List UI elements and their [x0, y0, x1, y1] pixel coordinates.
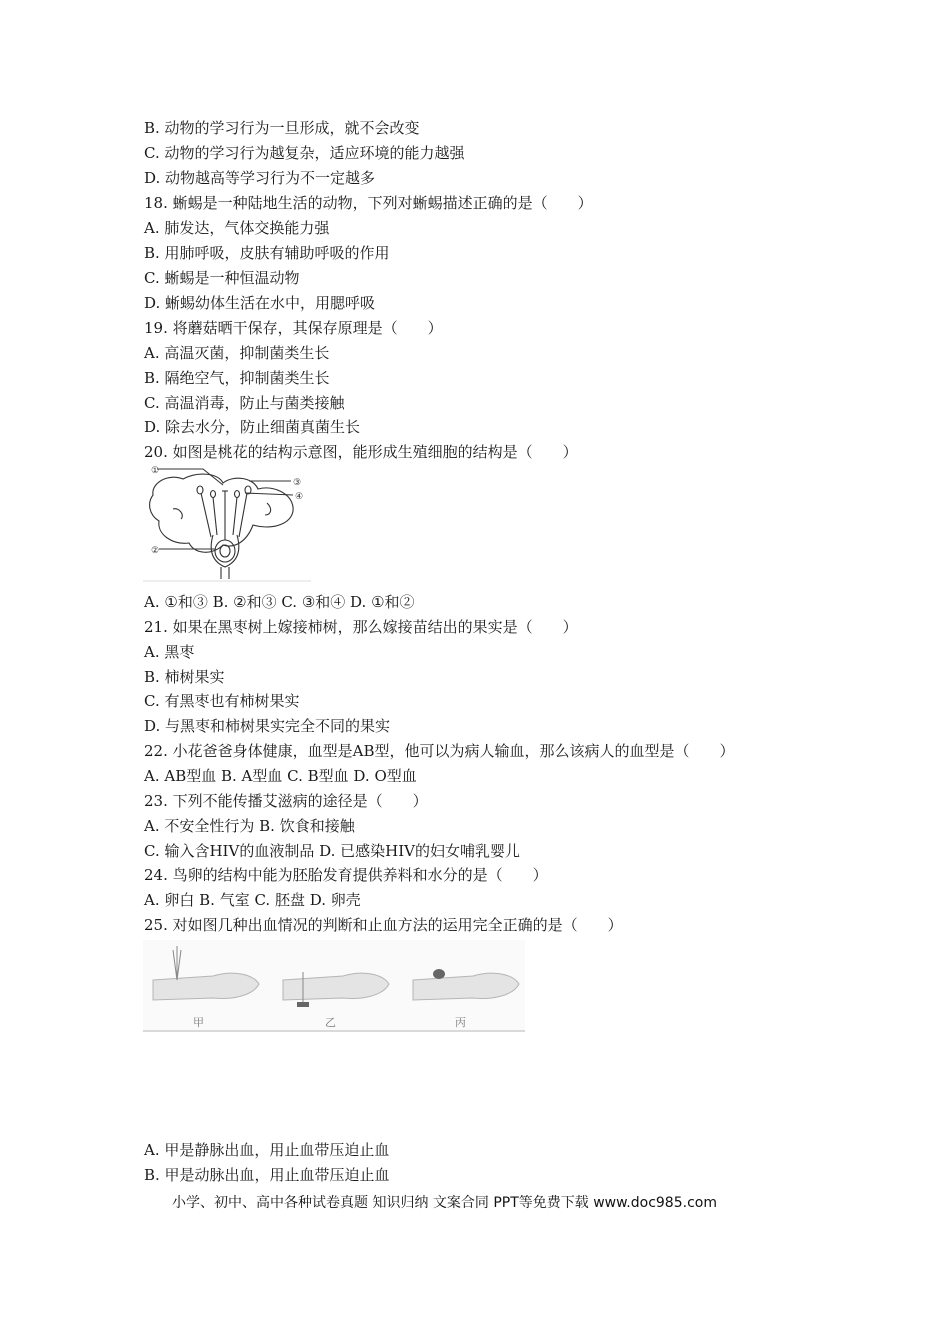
page-footer: 小学、初中、高中各种试卷真题 知识归纳 文案合同 PPT等免费下载 www.doc985.com: [172, 1195, 717, 1211]
question-20: 20. 如图是桃花的结构示意图，能形成生殖细胞的结构是（ ）: [144, 443, 578, 461]
option-21c: C. 有黑枣也有柿树果实: [144, 692, 300, 710]
flower-label-4: ④: [295, 492, 304, 502]
options-23-ab: A. 不安全性行为 B. 饮食和接触: [144, 817, 355, 835]
figure-label-bing: 丙: [455, 1016, 466, 1029]
option-21b: B. 柿树果实: [144, 668, 225, 686]
options-20: A. ①和③ B. ②和③ C. ③和④ D. ①和②: [144, 593, 415, 611]
option-17d: D. 动物越高等学习行为不一定越多: [144, 169, 376, 187]
flower-label-2: ②: [151, 546, 160, 556]
question-21: 21. 如果在黑枣树上嫁接柿树，那么嫁接苗结出的果实是（ ）: [144, 618, 578, 636]
figure-label-jia: 甲: [193, 1016, 204, 1029]
option-19b: B. 隔绝空气，抑制菌类生长: [144, 369, 330, 387]
option-19a: A. 高温灭菌，抑制菌类生长: [144, 344, 330, 362]
peach-flower-figure: [143, 463, 313, 583]
option-17c: C. 动物的学习行为越复杂，适应环境的能力越强: [144, 144, 465, 162]
option-18a: A. 肺发达，气体交换能力强: [144, 219, 330, 237]
options-23-cd: C. 输入含HIV的血液制品 D. 已感染HIV的妇女哺乳婴儿: [144, 842, 520, 860]
flower-label-1: ①: [151, 466, 160, 476]
option-25b: B. 甲是动脉出血，用止血带压迫止血: [144, 1166, 390, 1184]
option-25a: A. 甲是静脉出血，用止血带压迫止血: [144, 1141, 390, 1159]
flower-label-3: ③: [293, 478, 302, 488]
option-19d: D. 除去水分，防止细菌真菌生长: [144, 418, 361, 436]
option-18c: C. 蜥蜴是一种恒温动物: [144, 269, 300, 287]
question-19: 19. 将蘑菇晒干保存，其保存原理是（ ）: [144, 319, 443, 337]
question-25: 25. 对如图几种出血情况的判断和止血方法的运用完全正确的是（ ）: [144, 916, 623, 934]
figure-label-yi: 乙: [325, 1016, 336, 1029]
option-18b: B. 用肺呼吸，皮肤有辅助呼吸的作用: [144, 244, 390, 262]
options-24: A. 卵白 B. 气室 C. 胚盘 D. 卵壳: [144, 891, 361, 909]
question-22: 22. 小花爸爸身体健康，血型是AB型，他可以为病人输血，那么该病人的血型是（ ）: [144, 742, 735, 760]
question-24: 24. 鸟卵的结构中能为胚胎发育提供养料和水分的是（ ）: [144, 866, 548, 884]
bleeding-figure: [143, 940, 525, 1032]
question-18: 18. 蜥蜴是一种陆地生活的动物，下列对蜥蜴描述正确的是（ ）: [144, 194, 593, 212]
option-21a: A. 黑枣: [144, 643, 195, 661]
option-18d: D. 蜥蜴幼体生活在水中，用腮呼吸: [144, 294, 376, 312]
question-23: 23. 下列不能传播艾滋病的途径是（ ）: [144, 792, 428, 810]
option-19c: C. 高温消毒，防止与菌类接触: [144, 394, 345, 412]
options-22: A. AB型血 B. A型血 C. B型血 D. O型血: [144, 767, 417, 785]
option-21d: D. 与黑枣和柿树果实完全不同的果实: [144, 717, 391, 735]
option-17b: B. 动物的学习行为一旦形成，就不会改变: [144, 119, 420, 137]
